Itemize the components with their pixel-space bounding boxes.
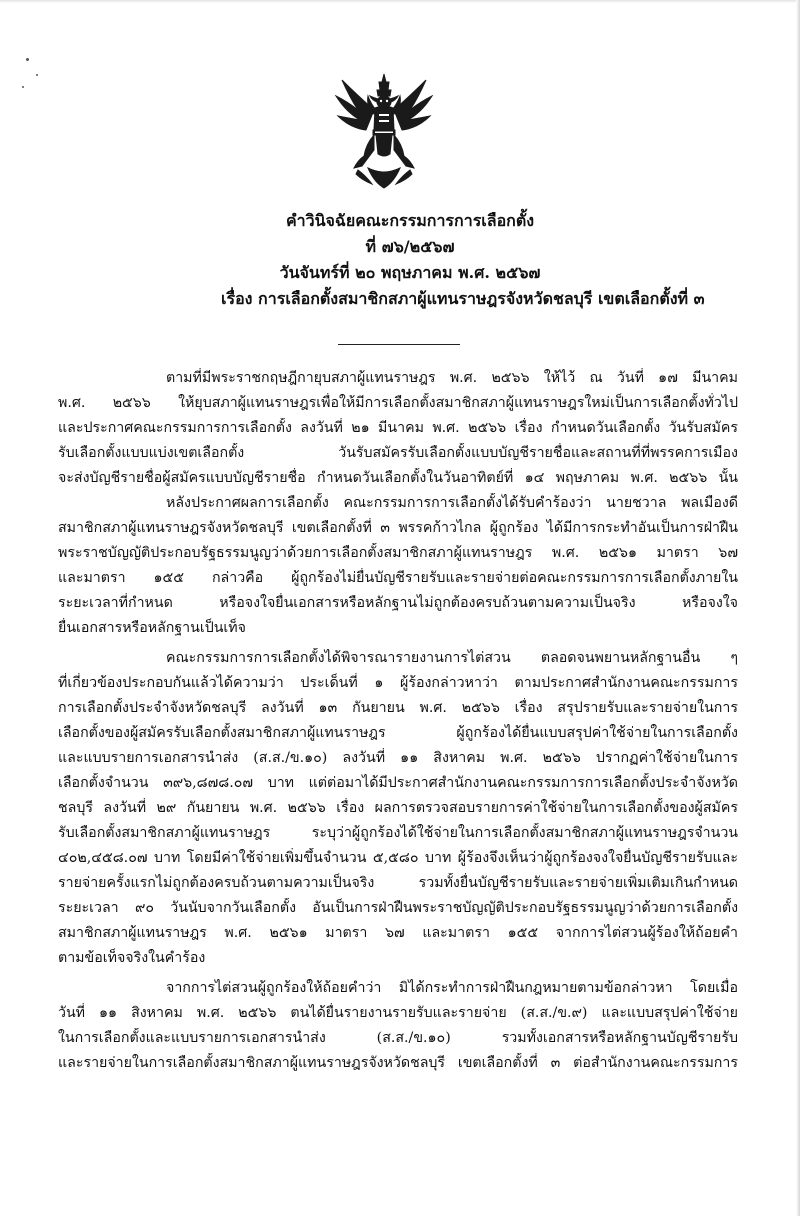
- body-line: ระยะเวลาที่กำหนด หรือจงใจยื่นเอกสารหรือหลักฐานไม่ถูกต้องครบถ้วนตามความเป็นจริง หรือจงใจ: [58, 595, 738, 611]
- divider-rule: [338, 344, 460, 345]
- decision-subject: เรื่อง การเลือกตั้งสมาชิกสภาผู้แทนราษฎรจังหวัดชลบุรี เขตเลือกตั้งที่ ๓: [221, 289, 705, 308]
- garuda-emblem-icon: [328, 72, 440, 190]
- body-line: การเลือกตั้งประจำจังหวัดชลบุรี ลงวันที่ ๑๓ กันยายน พ.ศ. ๒๕๖๖ เรื่อง สรุปรายรับและรายจ่ายในการ: [58, 700, 738, 716]
- body-line: พ.ศ. ๒๕๖๖ ให้ยุบสภาผู้แทนราษฎรเพื่อให้มีการเลือกตั้งสมาชิกสภาผู้แทนราษฎรใหม่เป็นการเลือกตั้งทั่วไป: [58, 395, 738, 411]
- scan-edge-top: [0, 0, 800, 3]
- body-line: ที่เกี่ยวข้องประกอบกันแล้วได้ความว่า ประเด็นที่ ๑ ผู้ร้องกล่าวหาว่า ตามประกาศสำนักงานคณะกรรมการ: [58, 675, 738, 691]
- body-line: เลือกตั้งของผู้สมัครรับเลือกตั้งสมาชิกสภาผู้แทนราษฎร ผู้ถูกร้องได้ยื่นแบบสรุปค่าใช้จ่ายในการเลือกตั้ง: [58, 725, 738, 741]
- body-line: และแบบรายการเอกสารนำส่ง (ส.ส./ข.๑๐) ลงวันที่ ๑๑ สิงหาคม พ.ศ. ๒๕๖๖ ปรากฏค่าใช้จ่ายในการ: [58, 750, 738, 766]
- decision-title: คำวินิจฉัยคณะกรรมการการเลือกตั้ง: [285, 211, 535, 230]
- body-line: ๔๐๒,๔๕๘.๐๗ บาท โดยมีค่าใช้จ่ายเพิ่มขึ้นจำนวน ๕,๕๘๐ บาท ผู้ร้องจึงเห็นว่าผู้ถูกร้องจงใจยื่นบัญชีรายรับและ: [58, 850, 738, 866]
- body-line: ในการเลือกตั้งและแบบรายการเอกสารนำส่ง (ส.ส./ข.๑๐) รวมทั้งเอกสารหรือหลักฐานบัญชีรายรับ: [58, 1030, 738, 1046]
- body-line: จากการไต่สวนผู้ถูกร้องให้ถ้อยคำว่า มิได้กระทำการฝ่าฝืนกฎหมายตามข้อกล่าวหา โดยเมื่อ: [166, 980, 738, 996]
- body-line: พระราชบัญญัติประกอบรัฐธรรมนูญว่าด้วยการเลือกตั้งสมาชิกสภาผู้แทนราษฎร พ.ศ. ๒๕๖๑ มาตรา ๖๗: [58, 545, 738, 561]
- decision-number: ที่ ๗๖/๒๕๖๗: [365, 237, 455, 256]
- scan-speck: [22, 86, 24, 88]
- body-line: ระยะเวลา ๙๐ วันนับจากวันเลือกตั้ง อันเป็นการฝ่าฝืนพระราชบัญญัติประกอบรัฐธรรมนูญว่าด้วยการเลือกตั้ง: [58, 900, 738, 916]
- body-line: และประกาศคณะกรรมการการเลือกตั้ง ลงวันที่ ๒๑ มีนาคม พ.ศ. ๒๕๖๖ เรื่อง กำหนดวันเลือกตั้ง วันรับสมัคร: [58, 420, 738, 436]
- decision-date: วันจันทร์ที่ ๒๐ พฤษภาคม พ.ศ. ๒๕๖๗: [279, 263, 541, 282]
- body-line: ยื่นเอกสารหรือหลักฐานเป็นเท็จ: [58, 620, 246, 636]
- body-line: จะส่งบัญชีรายชื่อผู้สมัครแบบบัญชีรายชื่อ กำหนดวันเลือกตั้งในวันอาทิตย์ที่ ๑๔ พฤษภาคม พ.ศ. ๒๕๖๖ นั้น: [58, 470, 738, 486]
- body-line: หลังประกาศผลการเลือกตั้ง คณะกรรมการการเลือกตั้งได้รับคำร้องว่า นายชวาล พลเมืองดี: [166, 495, 738, 511]
- body-line: รับเลือกตั้งแบบแบ่งเขตเลือกตั้ง วันรับสมัครรับเลือกตั้งแบบบัญชีรายชื่อและสถานที่ที่พรรคการเมือง: [58, 445, 738, 461]
- body-line: ตามข้อเท็จจริงในคำร้อง: [58, 950, 206, 966]
- body-line: สมาชิกสภาผู้แทนราษฎร พ.ศ. ๒๕๖๑ มาตรา ๖๗ และมาตรา ๑๕๕ จากการไต่สวนผู้ร้องให้ถ้อยคำ: [58, 925, 738, 941]
- body-line: เลือกตั้งจำนวน ๓๙๖,๘๗๘.๐๗ บาท แต่ต่อมาได้มีประกาศสำนักงานคณะกรรมการการเลือกตั้งประจำจังหวัด: [58, 775, 738, 791]
- body-line: และมาตรา ๑๕๕ กล่าวคือ ผู้ถูกร้องไม่ยื่นบัญชีรายรับและรายจ่ายต่อคณะกรรมการการเลือกตั้งภายใน: [58, 570, 738, 586]
- body-line: วันที่ ๑๑ สิงหาคม พ.ศ. ๒๕๖๖ ตนได้ยื่นรายงานรายรับและรายจ่าย (ส.ส./ข.๙) และแบบสรุปค่าใช้จ่าย: [58, 1005, 738, 1021]
- body-line: คณะกรรมการการเลือกตั้งได้พิจารณารายงานการไต่สวน ตลอดจนพยานหลักฐานอื่น ๆ: [166, 650, 738, 666]
- body-line: ตามที่มีพระราชกฤษฎีกายุบสภาผู้แทนราษฎร พ.ศ. ๒๕๖๖ ให้ไว้ ณ วันที่ ๑๗ มีนาคม: [166, 370, 738, 386]
- body-line: รายจ่ายครั้งแรกไม่ถูกต้องครบถ้วนตามความเป็นจริง รวมทั้งยื่นบัญชีรายรับและรายจ่ายเพิ่มเติมเกินกำหนด: [58, 875, 738, 891]
- body-line: สมาชิกสภาผู้แทนราษฎรจังหวัดชลบุรี เขตเลือกตั้งที่ ๓ พรรคก้าวไกล ผู้ถูกร้อง ได้มีการกระทำอันเป็นการฝ่าฝืน: [58, 520, 738, 536]
- scan-edge-right: [796, 0, 800, 1216]
- body-line: และรายจ่ายในการเลือกตั้งสมาชิกสภาผู้แทนราษฎรจังหวัดชลบุรี เขตเลือกตั้งที่ ๓ ต่อสำนักงานคณะกรรมการ: [58, 1055, 738, 1071]
- scan-speck: [36, 74, 38, 76]
- body-line: ชลบุรี ลงวันที่ ๒๙ กันยายน พ.ศ. ๒๕๖๖ เรื่อง ผลการตรวจสอบรายการค่าใช้จ่ายในการเลือกตั้งของผู้สมัคร: [58, 800, 738, 816]
- scan-speck: [26, 58, 29, 61]
- body-line: รับเลือกตั้งสมาชิกสภาผู้แทนราษฎร ระบุว่าผู้ถูกร้องได้ใช้จ่ายในการเลือกตั้งสมาชิกสภาผู้แทนราษฎรจำนวน: [58, 825, 738, 841]
